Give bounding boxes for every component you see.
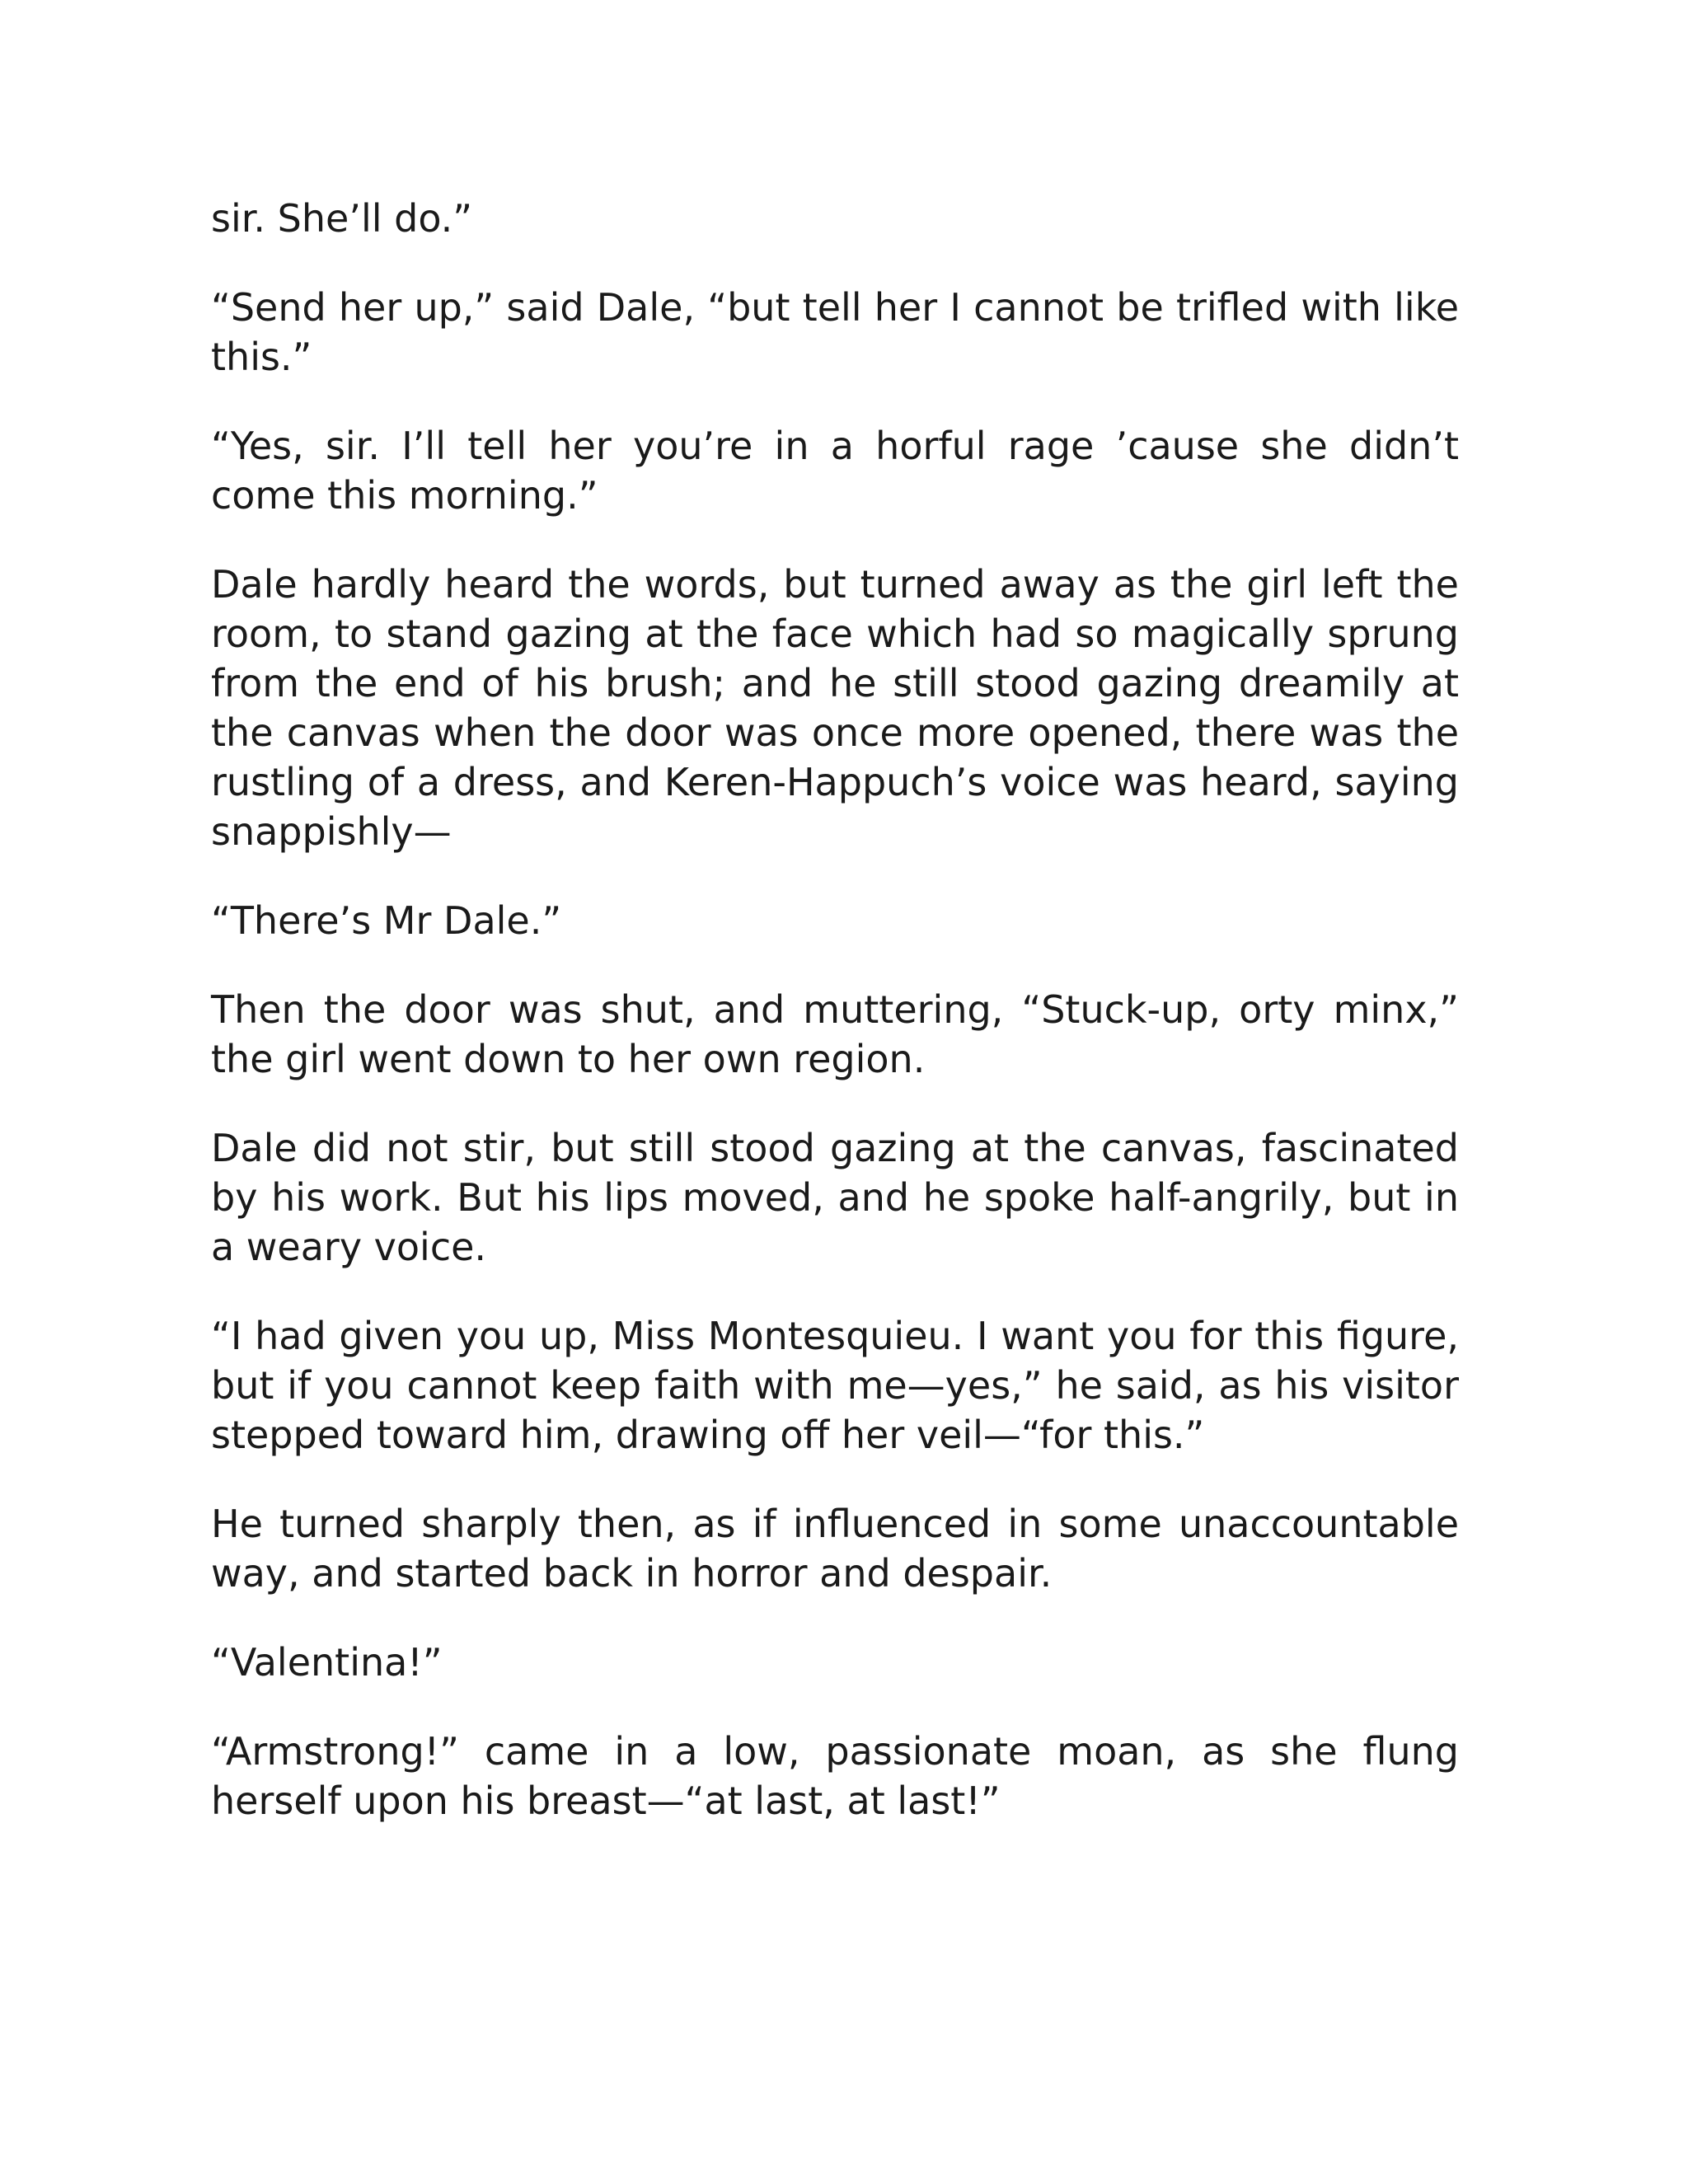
paragraph: Dale did not stir, but still stood gazing at the canvas, fascinated by his work. But his lips moved, and he spoke half-angrily, but in a weary voice. — [211, 1126, 1459, 1269]
paragraph: “Send her up,” said Dale, “but tell her I cannot be trifled with like this.” — [211, 285, 1459, 379]
paragraph: “There’s Mr Dale.” — [211, 898, 562, 943]
page-text — [211, 194, 1459, 1865]
paragraph: Then the door was shut, and muttering, “Stuck-up, orty minx,” the girl went down to her own region. — [211, 987, 1459, 1081]
paragraph: “I had given you up, Miss Montesquieu. I want you for this figure, but if you cannot keep faith with me—yes,” he said, as his visitor stepped toward him, drawing off her veil—“for this.” — [211, 1314, 1459, 1457]
paragraph: “Armstrong!” came in a low, passionate moan, as she flung herself upon his breast—“at last, at last!” — [211, 1729, 1459, 1823]
paragraph: He turned sharply then, as if influenced in some unaccountable way, and started back in horror and despair. — [211, 1502, 1459, 1596]
paragraph: “Valentina!” — [211, 1640, 443, 1685]
paragraph: “Yes, sir. I’ll tell her you’re in a horful rage ’cause she didn’t come this morning.” — [211, 424, 1459, 518]
paragraph: Dale hardly heard the words, but turned away as the girl left the room, to stand gazing at the face which had so magically sprung from the end of his brush; and he still stood gazing dreamily at the canvas when the door was once more opened, there was the rustling of a dress, and Keren-Happuch’s voice was heard, saying snappishly— — [211, 562, 1459, 854]
paragraph: sir. She’ll do.” — [211, 196, 473, 241]
